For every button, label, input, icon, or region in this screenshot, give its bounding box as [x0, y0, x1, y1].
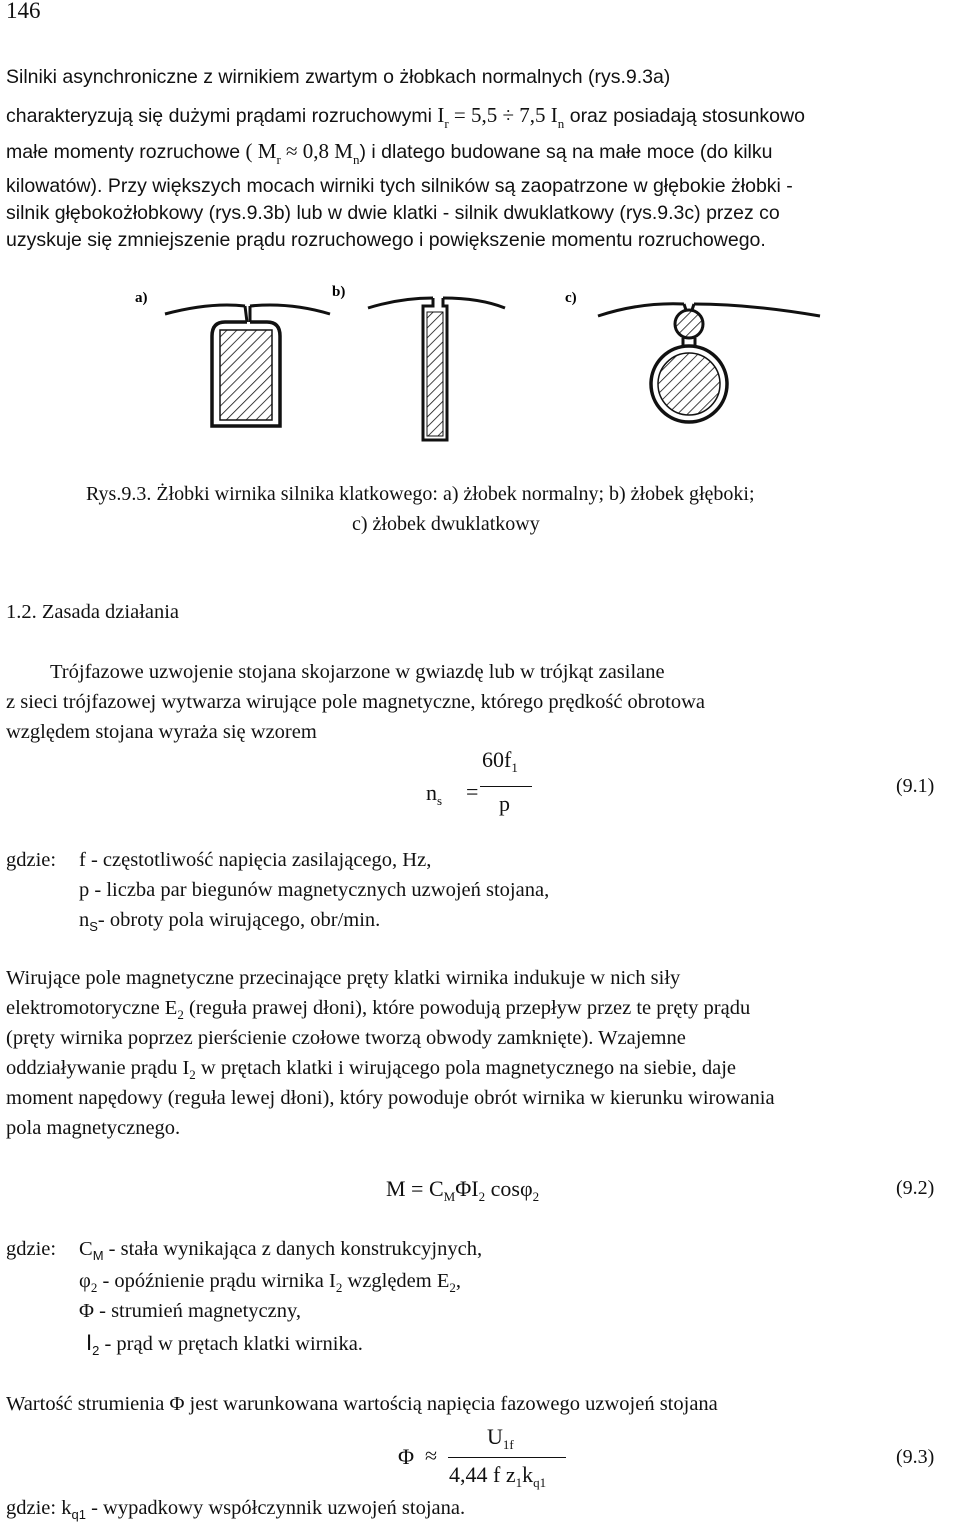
section-para-line-1: Trójfazowe uzwojenie stojana skojarzone w gwiazdę lub w trójkąt zasilane — [50, 661, 665, 683]
eq3-fraction-bar — [448, 1457, 566, 1458]
where2-sub: 2 — [90, 1280, 98, 1295]
intro-text: oraz posiadają stosunkowo — [569, 105, 805, 127]
formula-sub: r — [276, 152, 281, 167]
formula-sub: n — [557, 116, 565, 131]
where2-text: - prąd w prętach klatki wirnika. — [99, 1333, 363, 1355]
eq1-equals: = — [466, 779, 479, 804]
slot-deep — [368, 298, 505, 440]
where2-item-1 — [79, 1238, 482, 1261]
where3 — [6, 1497, 465, 1520]
slot-diagram — [130, 278, 910, 448]
where2-sub: 2 — [449, 1280, 456, 1295]
para2-text: oddziaływanie prądu I — [6, 1057, 190, 1079]
formula-inline — [437, 103, 565, 131]
para2-line-6: pola magnetycznego. — [6, 1117, 181, 1139]
intro-line-6: uzyskuje się zmniejszenie prądu rozruchowego i powiększenie momentu rozruchowego. — [6, 229, 766, 251]
eq2-part: M = C — [386, 1176, 444, 1201]
slot-double-cage — [598, 304, 820, 422]
figure-caption-line-1: Rys.9.3. Żłobki wirnika silnika klatkowego: a) żłobek normalny; b) żłobek głęboki; — [86, 483, 755, 505]
page-number: 146 — [6, 0, 41, 23]
eq1-num-sub: 1 — [511, 760, 518, 775]
eq2-part: ΦI — [455, 1176, 479, 1201]
intro-line-4: kilowatów). Przy większych mocach wirniki tych silników są zaopatrzone w głębokie żłobki - — [6, 175, 793, 197]
intro-text: charakteryzują się dużymi prądami rozruchowymi — [6, 105, 432, 127]
where1-item-2: p - liczba par biegunów magnetycznych uzwojeń stojana, — [79, 879, 550, 901]
para2-text: elektromotoryczne E — [6, 997, 178, 1019]
intro-line-2 — [6, 100, 805, 133]
eq2-sub: 2 — [532, 1189, 540, 1204]
formula-sub: r — [444, 116, 449, 131]
where2-sym: C — [79, 1238, 93, 1260]
eq1-lhs — [426, 780, 442, 806]
section-para-line-2: z sieci trójfazowej wytwarza wirujące pole magnetyczne, którego prędkość obrotowa — [6, 691, 705, 713]
where2-text: - stała wynikająca z danych konstrukcyjnych, — [103, 1238, 483, 1260]
where2-text: względem E — [342, 1270, 450, 1292]
para2-text: w prętach klatki i wirującego pola magnetycznego na siebie, daje — [195, 1057, 736, 1079]
eq2-sub: 2 — [478, 1189, 486, 1204]
para2-text: (reguła prawej dłoni), które powodują przepływ przez te pręty prądu — [183, 997, 751, 1019]
figure-caption-line-2: c) żłobek dwuklatkowy — [352, 513, 540, 535]
eq1-sub: s — [437, 793, 443, 808]
para2-line-4 — [6, 1057, 736, 1080]
eq3-den-part: 4,44 f z — [449, 1462, 516, 1487]
eq3-num-sub: 1f — [502, 1437, 514, 1452]
eq3-number: (9.3) — [896, 1446, 935, 1468]
where1-sub: S — [89, 919, 98, 934]
intro-text: ) i dlatego budowane są na małe moce (do kilku — [359, 141, 773, 163]
eq1-n: n — [426, 780, 437, 805]
eq1-number: (9.1) — [896, 775, 935, 797]
where2-text: - opóźnienie prądu wirnika I — [97, 1270, 336, 1292]
where1-n: n — [79, 909, 90, 931]
where1-label: gdzie: — [6, 849, 57, 871]
where2-sym: φ — [79, 1270, 91, 1292]
eq1-fraction-bar — [480, 786, 532, 787]
para2-sub: 2 — [177, 1007, 184, 1022]
where2-label: gdzie: — [6, 1238, 57, 1260]
where1-item-3 — [79, 909, 380, 932]
where2-text: - strumień magnetyczny, — [94, 1300, 302, 1322]
label-a: a) — [135, 290, 148, 306]
eq3-numerator — [487, 1424, 514, 1450]
formula-part: ( M — [245, 139, 277, 163]
eq1-numerator — [482, 747, 518, 773]
where1-text: - obroty pola wirującego, obr/min. — [97, 909, 381, 931]
eq3-den-sub: 1 — [515, 1475, 523, 1490]
eq2-sub: M — [443, 1189, 456, 1204]
intro-line-5: silnik głębokożłobkowy (rys.9.3b) lub w dwie klatki - silnik dwuklatkowy (rys.9.3c) przez co — [6, 202, 780, 224]
eq3-approx: ≈ — [425, 1443, 438, 1468]
figure-slots — [130, 278, 910, 448]
where2-item-2 — [79, 1270, 461, 1293]
eq2-formula — [386, 1176, 539, 1202]
where2-sub: M — [92, 1248, 104, 1263]
intro-line-1: Silniki asynchroniczne z wirnikiem zwartym o żłobkach normalnych (rys.9.3a) — [6, 66, 671, 88]
intro-text: małe momenty rozruchowe — [6, 141, 241, 163]
eq3-den-part: k — [522, 1462, 534, 1487]
eq2-part: cosφ — [485, 1176, 533, 1201]
formula-inline — [245, 139, 360, 167]
eq1-num-text: 60f — [482, 747, 512, 772]
where1-item-1: f - częstotliwość napięcia zasilającego, Hz, — [79, 849, 432, 871]
where2-sub: 2 — [335, 1280, 343, 1295]
intro-line-3 — [6, 136, 772, 169]
where2-sub: 2 — [92, 1343, 100, 1358]
para2-sub: 2 — [189, 1067, 196, 1082]
formula-part: = 5,5 ÷ 7,5 I — [448, 103, 558, 127]
para2-line-3: (pręty wirnika poprzez pierścienie czołowe tworzą obwody zamknięte). Wzajemne — [6, 1027, 686, 1049]
where3-text: gdzie: k — [6, 1497, 72, 1519]
where2-item-3 — [79, 1300, 301, 1323]
where2-sym: I — [86, 1330, 93, 1355]
where3-sub: q1 — [71, 1507, 86, 1522]
where2-text: , — [455, 1270, 461, 1292]
formula-part: I — [437, 103, 445, 127]
eq3-den-sub: q1 — [533, 1475, 547, 1490]
para2-line-1: Wirujące pole magnetyczne przecinające pręty klatki wirnika indukuje w nich siły — [6, 967, 681, 989]
section-para-line-3: względem stojana wyraża się wzorem — [6, 721, 317, 743]
formula-sub: n — [352, 152, 360, 167]
where2-sym: Φ — [79, 1300, 94, 1322]
section-heading: 1.2. Zasada działania — [6, 601, 180, 623]
formula-part: ≈ 0,8 M — [286, 139, 353, 163]
eq3-num-text: U — [487, 1424, 503, 1449]
slot-normal — [165, 305, 330, 426]
where2-item-4 — [86, 1330, 363, 1356]
para2-line-2 — [6, 997, 750, 1020]
para3: Wartość strumienia Φ jest warunkowana wartością napięcia fazowego uzwojeń stojana — [6, 1393, 718, 1415]
label-c: c) — [565, 290, 577, 306]
eq3-denominator — [449, 1462, 546, 1488]
para2-line-5: moment napędowy (reguła lewej dłoni), który powoduje obrót wirnika w kierunku wirowania — [6, 1087, 775, 1109]
where3-text: - wypadkowy współczynnik uzwojeń stojana. — [85, 1497, 466, 1519]
eq1-denominator: p — [499, 791, 510, 816]
label-b: b) — [332, 284, 346, 300]
eq2-number: (9.2) — [896, 1177, 935, 1199]
eq3-lhs: Φ — [398, 1444, 415, 1469]
